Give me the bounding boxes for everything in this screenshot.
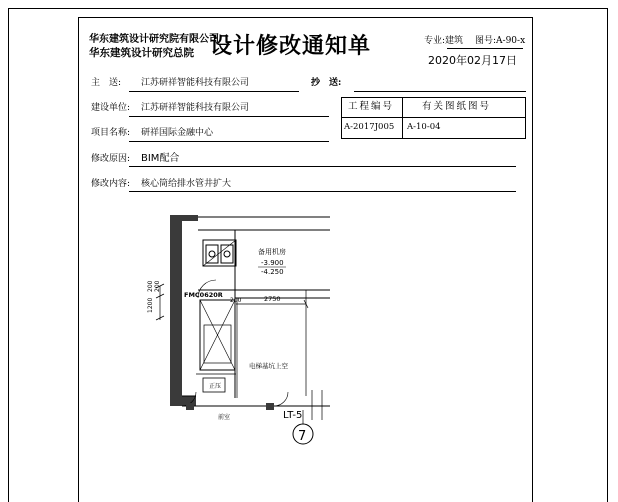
project-number-value: A-2017J005 [344, 122, 395, 132]
axis-number: 7 [298, 429, 307, 444]
level-1: -3.900 [261, 259, 284, 267]
project-value: 研祥国际金融中心 [141, 128, 214, 138]
project-number-header: 工程编号 [348, 101, 395, 112]
form-title: 设计修改通知单 [210, 34, 372, 59]
reason-value: BIM配合 [141, 153, 180, 164]
door-tag: FMC0620R [184, 291, 223, 299]
pressure-label: 正压 [209, 383, 222, 390]
elevator-pit-label: 电梯基坑上空 [249, 362, 288, 370]
dim-200-b: 200 [154, 280, 161, 292]
dim-1200: 1200 [147, 297, 154, 313]
company-name-1: 华东建筑设计研究院有限公司 [89, 34, 219, 45]
dim-200-c: 200 [230, 297, 242, 304]
related-drawing-header: 有关图纸图号 [422, 101, 492, 112]
client-value: 江苏研祥智能科技有限公司 [141, 103, 250, 113]
main-recipient-value: 江苏研祥智能科技有限公司 [141, 78, 250, 88]
issue-date: 2020年02月17日 [428, 54, 517, 67]
level-2: -4.250 [261, 268, 284, 276]
main-recipient-label: 主 送: [91, 78, 122, 88]
content-label: 修改内容: [91, 179, 131, 189]
client-label: 建设单位: [91, 103, 131, 113]
company-name-2: 华东建筑设计研究总院 [89, 47, 194, 59]
grid-label: LT-5 [283, 410, 303, 421]
discipline-field: 专业:建筑 [424, 36, 464, 46]
shaft-wall [170, 215, 182, 406]
reason-label: 修改原因: [91, 154, 131, 164]
related-drawing-value: A-10-04 [407, 122, 441, 132]
project-label: 项目名称: [91, 128, 131, 138]
room-label: 备用机房 [258, 248, 286, 256]
dim-2750: 2750 [264, 295, 281, 303]
content-value: 核心筒给排水管井扩大 [141, 179, 232, 189]
dim-200-a: 200 [147, 280, 154, 292]
drawing-number-field: 图号:A-90-x [475, 36, 526, 46]
cc-label: 抄 送: [311, 78, 342, 88]
corridor-label: 前室 [218, 414, 231, 421]
